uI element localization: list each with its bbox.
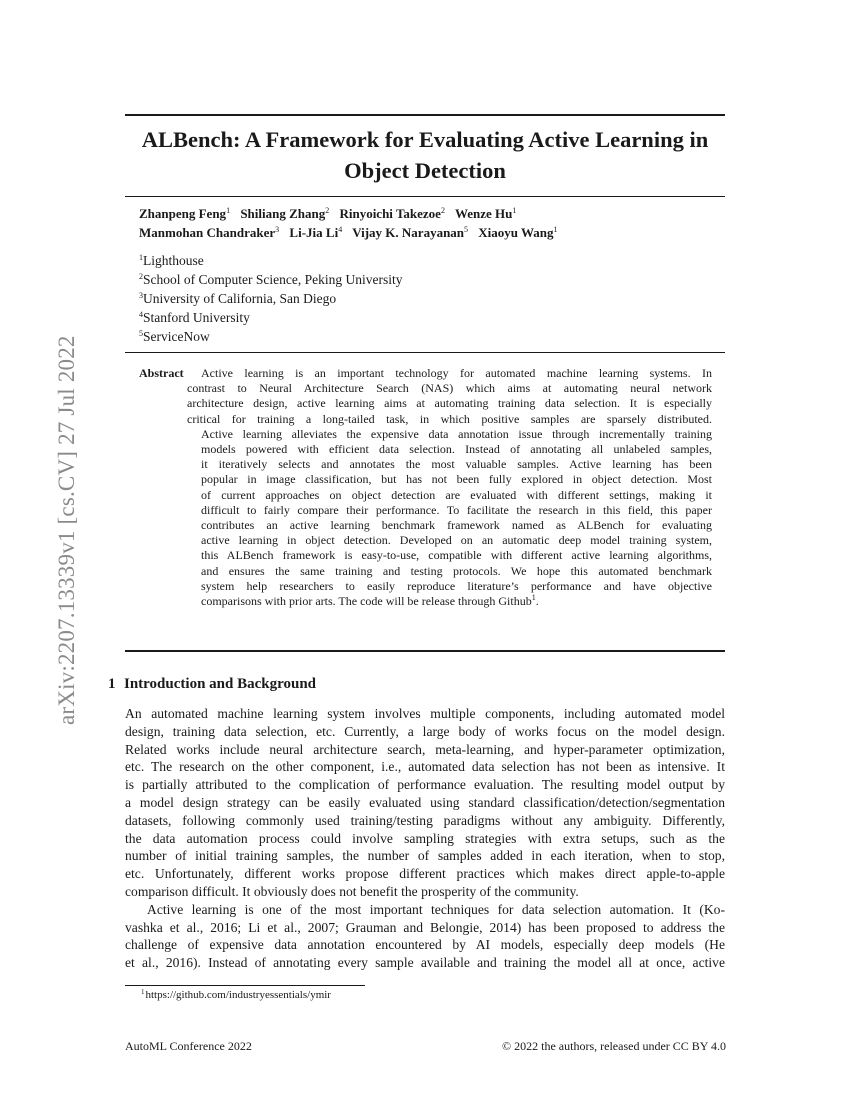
abstract-line: it iteratively selects and annotates the most valuable samples. Active learning has been [201,457,712,472]
footnote-mark: 1 [531,593,536,603]
intro-line: et al., 2016). Instead of annotating every sample available and training the model all at once, active [125,955,725,971]
title-line-2: Object Detection [344,158,506,183]
author-name: Vijay K. Narayanan$^5$ [352,225,469,240]
footnote [141,989,331,1001]
abstract-line: popular in image classification, but has not been fully explored in object detection. Most [201,472,712,487]
intro-line: the data automation process could involve sampling strategies with extra setups, such as the [125,830,725,846]
abstract [139,366,712,609]
intro-line: comparison difficult. It obviously does not benefit the prosperity of the community. [125,883,579,899]
abstract-line: critical for training a long-tailed task, in which positive samples are sparsely distributed. [187,411,712,426]
author-name: Wenze Hu$^1$ [454,206,517,221]
abstract-line: system help researchers to easily reproduce literature’s performance and have objective [201,578,712,593]
intro-line: number of initial training samples, the number of samples added in each iteration, when to stop, [125,848,725,864]
abstract-bottom-rule [125,650,725,652]
intro-line: etc. The research on the other component, i.e., automated data selection has not been as intensive. It [125,759,725,775]
affiliations-bottom-rule [125,352,725,353]
author-name: Xiaoyu Wang$^1$ [478,225,558,240]
affiliation: $^1$Lighthouse [139,253,204,268]
abstract-line: of current approaches on object detection are evaluated with different settings, making it [201,487,712,502]
abstract-line: Active learning alleviates the expensive data annotation issue through incrementally training [201,426,712,441]
intro-line: etc. Unfortunately, different works propose different practices which makes direct apple-to-apple [125,866,725,882]
title-top-rule [125,114,725,116]
section-title: Introduction and Background [124,676,317,692]
footer-conference: AutoML Conference 2022 [125,1039,252,1053]
authors-row-2 [139,225,565,241]
section-heading [108,676,316,693]
footnote-link[interactable]: https://github.com/industryessentials/ymir [145,989,331,1001]
intro-line: is partially attributed to the complication of performance evaluation. The resulting model output by [125,777,725,793]
abstract-line: difficult to fairly compare their performance. To facilitate the research in this field, this paper [201,502,712,517]
affiliation: $^2$School of Computer Science, Peking University [139,272,403,287]
abstract-line: comparisons with prior arts. The code will be release through Github$^1$. [201,593,539,609]
abstract-line: active learning in object detection. Developed on an automatic deep model training system, [201,533,712,548]
abstract-line: contributes an active learning benchmark framework named as ALBench for evaluating [201,518,712,533]
author-name: Rinyoichi Takezoe$^2$ [339,206,445,221]
abstract-label: Abstract [139,366,184,380]
author-name: Li-Jia Li$^4$ [289,225,343,240]
affiliation: $^4$Stanford University [139,310,250,325]
author-name: Shiliang Zhang$^2$ [240,206,330,221]
intro-line: design, training data selection, etc. Currently, a large body of works focus on the model design. [125,723,725,739]
intro-line: datasets, following commonly used training/testing paradigms without any ambiguity. Differently, [125,812,725,828]
abstract-line: this ALBench framework is easy-to-use, compatible with different active learning algorithms, [201,548,712,563]
abstract-line: Active learning is an important technology for automated machine learning systems. In [201,366,712,380]
authors-row-1 [139,206,523,222]
abstract-line: models powered with efficient data selection. Instead of annotating all unlabeled samples, [201,442,712,457]
intro-line: An automated machine learning system involves multiple components, including automated model [125,706,725,721]
arxiv-stamp: arXiv:2207.13339v1 [cs.CV] 27 Jul 2022 [54,335,79,725]
abstract-body [139,366,712,609]
intro-body [125,705,725,972]
intro-line: vashka et al., 2016; Li et al., 2007; Grauman and Belongie, 2014) has been proposed to address the [125,919,725,935]
affiliations [139,251,402,346]
author-name: Zhanpeng Feng$^1$ [139,206,231,221]
intro-line: challenge of expensive data annotation encountered by AI models, especially deep models (He [125,937,725,953]
title-bottom-rule [125,196,725,197]
abstract-line: and ensures the same training and testing protocols. We hope this automated benchmark [201,563,712,578]
intro-line: Active learning is one of the most important techniques for data selection automation. It (Ko- [147,901,725,917]
footnote-number: 1 [141,988,145,996]
intro-line: a model design strategy can be easily evaluated using standard classification/detection/segmentation [125,794,725,810]
abstract-line: architecture design, active learning aims at automating training data selection. It is especially [187,396,712,411]
author-name: Manmohan Chandraker$^3$ [139,225,280,240]
title-line-1: ALBench: A Framework for Evaluating Active Learning in [141,127,709,152]
affiliation: $^3$University of California, San Diego [139,291,337,306]
section-number: 1 [108,676,116,692]
paper-title [125,124,725,186]
abstract-line: contrast to Neural Architecture Search (NAS) which aims at automating neural network [187,381,712,396]
footnote-rule [125,985,365,986]
footer-license: © 2022 the authors, released under CC BY 4.0 [502,1039,726,1053]
affiliation: $^5$ServiceNow [139,329,210,344]
intro-line: Related works include neural architecture search, meta-learning, and hyper-parameter optimization, [125,741,725,757]
